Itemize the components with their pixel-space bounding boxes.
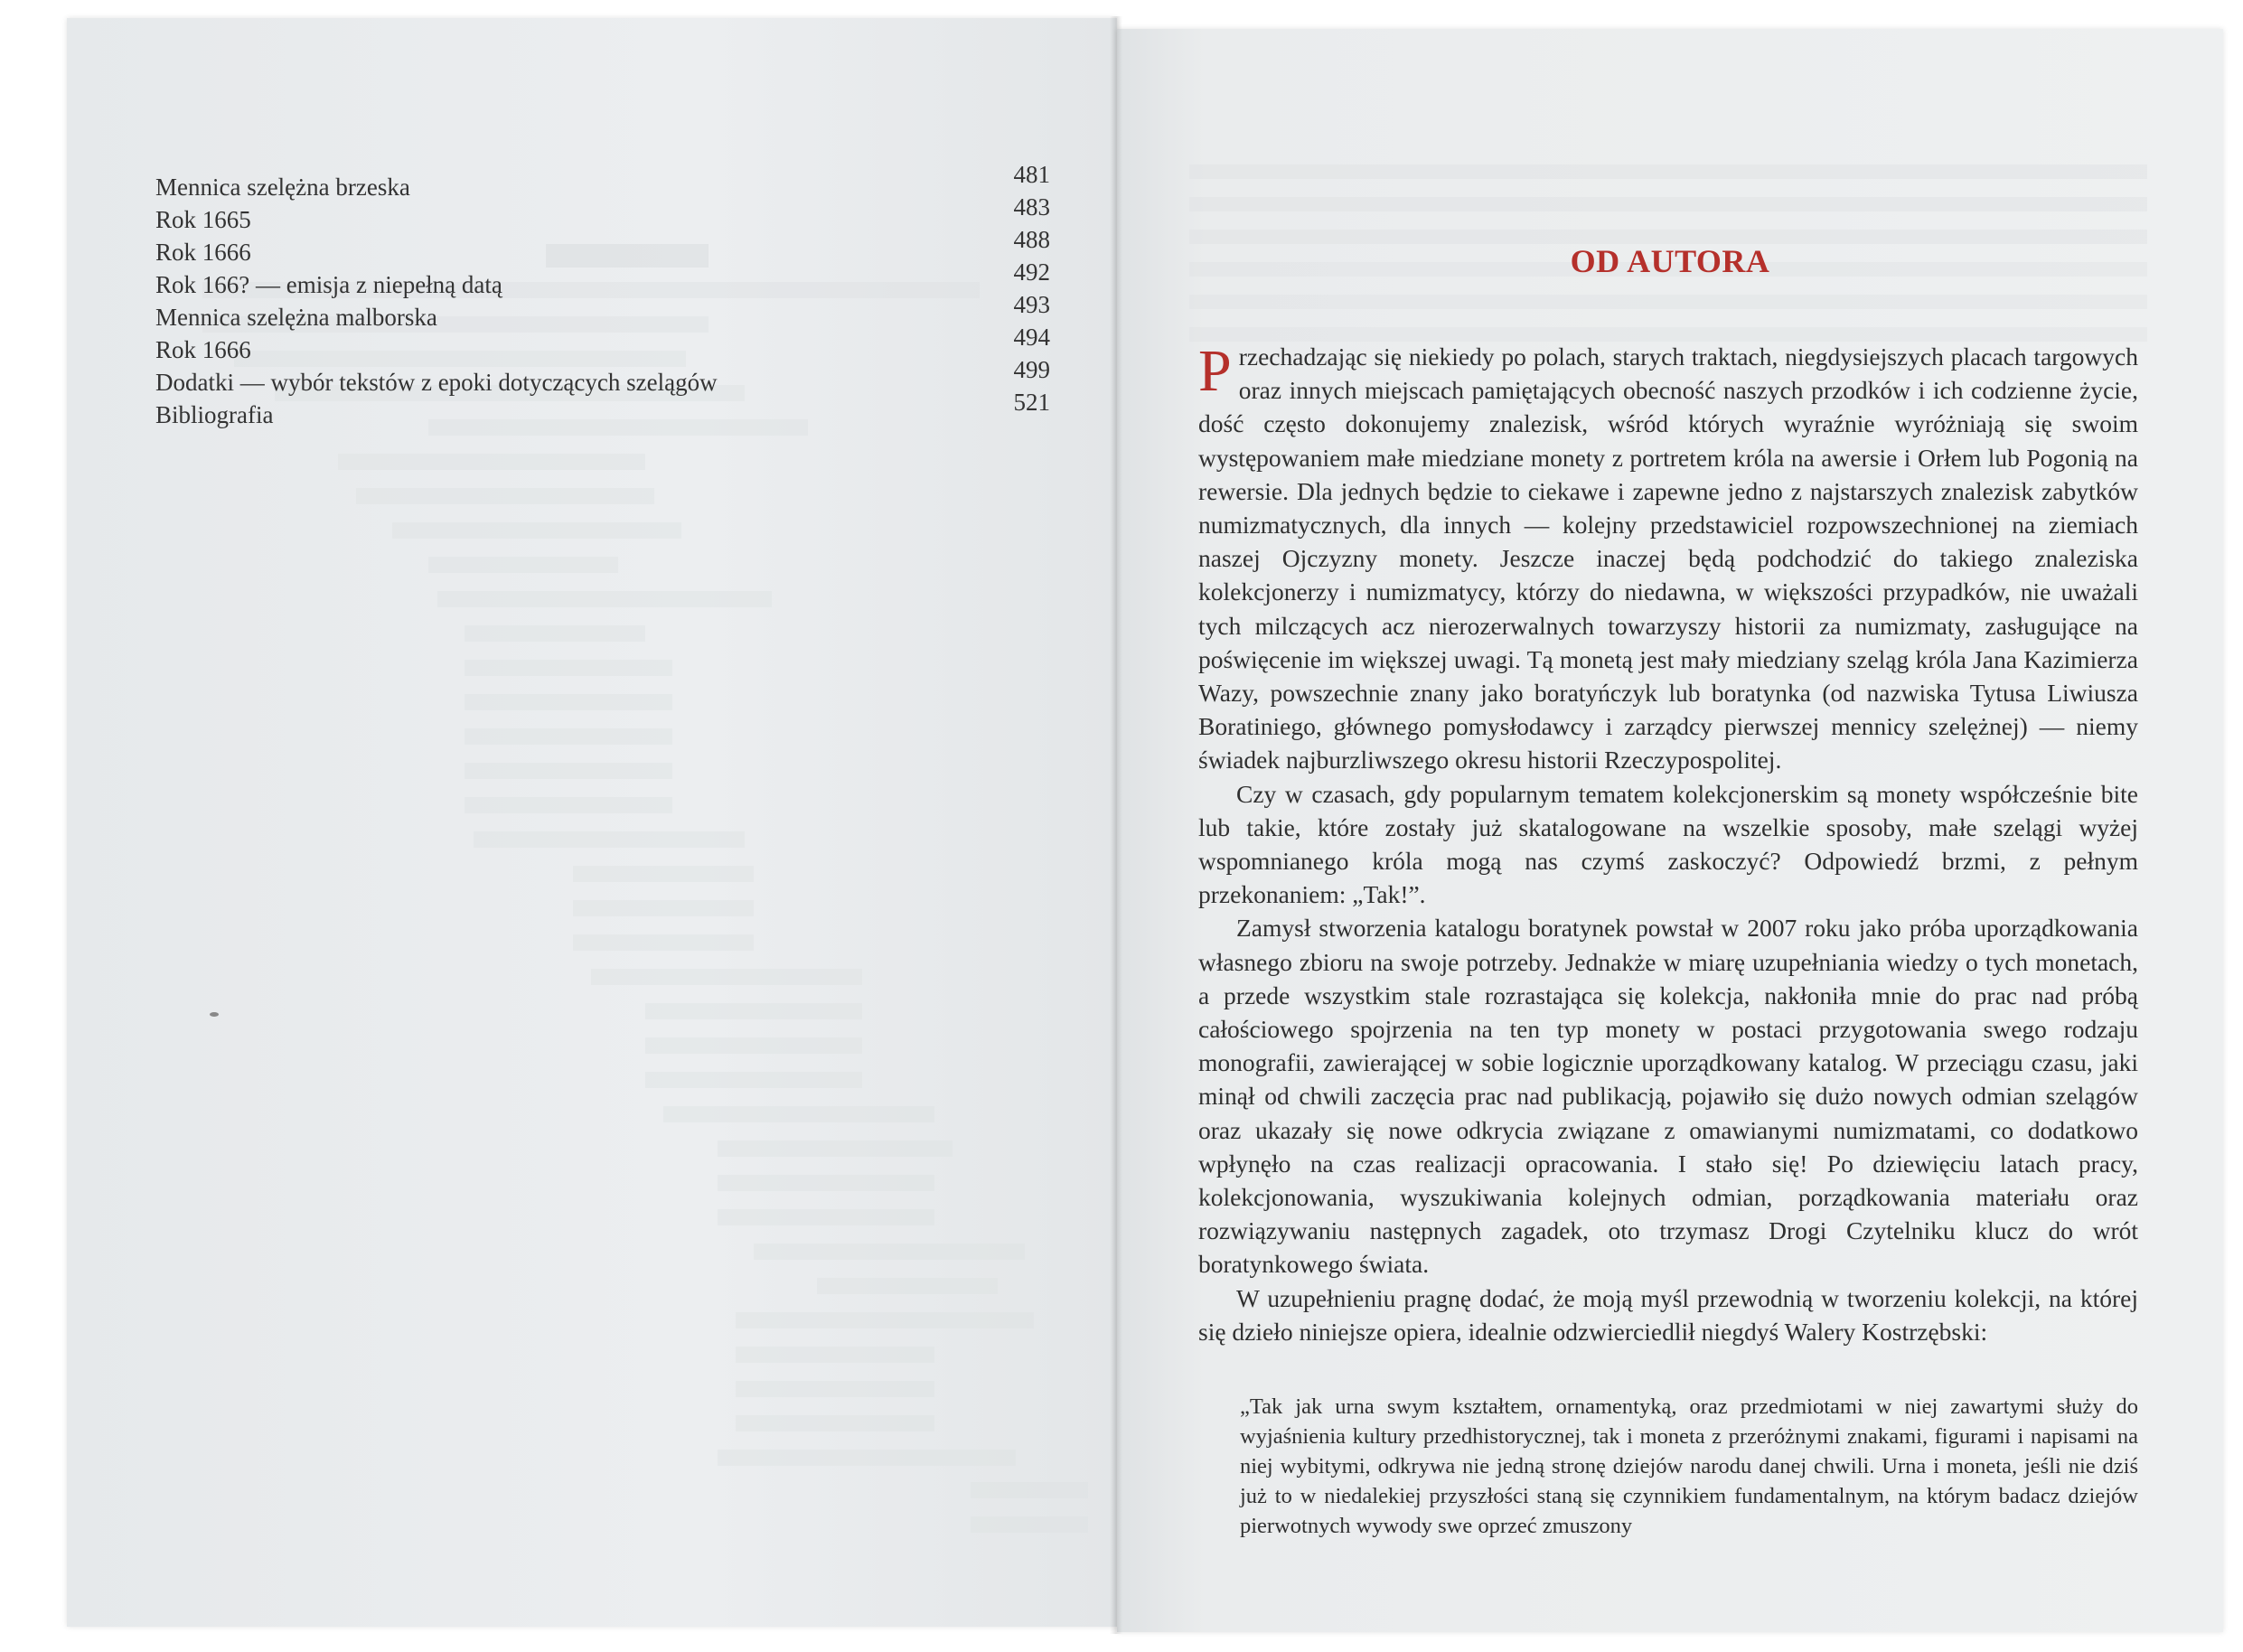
toc-entry-page: 521 bbox=[1013, 389, 1050, 416]
toc-entry-page: 488 bbox=[1013, 226, 1050, 253]
toc-entry-label: Mennica szelężna brzeska bbox=[155, 174, 410, 201]
article-heading: OD AUTORA bbox=[1570, 243, 1770, 279]
toc-entry bbox=[155, 193, 1059, 233]
toc-entry-page: 499 bbox=[1013, 356, 1050, 383]
toc-entry-page: 492 bbox=[1013, 258, 1050, 286]
toc-entry bbox=[155, 324, 1059, 363]
toc-entry-label: Rok 1666 bbox=[155, 239, 251, 266]
toc-entry bbox=[155, 258, 1059, 298]
article-paragraph: Zamysł stworzenia katalogu boratynek powstał w 2007 roku jako próba uporządkowania własnego zbioru na swoje potrzeby. Jednakże w miarę uzupełniania wiedzy o tych monetach, a przede wszystkim stale rozrastająca się kolekcja, nakłoniła mnie do prac nad próbą całościowego spojrzenia na ten typ monety w postaci przygotowania swego rodzaju monografii, zawierającej w sobie logicznie uporządkowany katalog. W przeciągu czasu, jaki minął od chwili zaczęcia prac nad publikacją, pojawiło się dużo nowych odmian szelągów oraz ukazały się nowe odkrycia związane z omawianymi numizmatami, co dodatkowo wpłynęło na czas realizacji opracowania. I stało się! Po dziewięciu latach pracy, kolekcjonowania, wyszukiwania kolejnych odmian, porządkowania materiału oraz rozwiązywaniu następnych zagadek, oto trzymasz Drogi Czytelniku klucz do wrót boratynkowego świata. bbox=[1198, 914, 2138, 1279]
toc-entry bbox=[155, 161, 1059, 201]
article-paragraph bbox=[1198, 340, 2138, 777]
toc-entry bbox=[155, 226, 1059, 266]
toc-entry bbox=[155, 389, 1059, 428]
toc-entry-page: 494 bbox=[1013, 324, 1050, 351]
block-quote: „Tak jak urna swym kształtem, ornamentyką, oraz przedmiotami w niej zawartymi służy do wyjaśnienia kultury przedhistorycznej, tak i moneta z przeróżnymi znakami, figurami i napisami na niej wybitymi, odkrywa nie jedną stronę dziejów narodu danej chwili. Urna i moneta, jeśli nie dziś już to w niedalekiej przyszłości staną się czynnikiem fundamentalnym, na którym badacz dziejów pierwotnych wywody swe oprzeć zmuszony bbox=[1240, 1394, 2138, 1538]
toc-entry-label: Dodatki — wybór tekstów z epoki dotyczących szelągów bbox=[155, 369, 718, 396]
drop-cap: P bbox=[1198, 338, 1232, 404]
toc-entry-label: Rok 166? — emisja z niepełną datą bbox=[155, 271, 502, 298]
paragraph-text: rzechadzając się niekiedy po polach, starych traktach, niegdysiejszych placach targowych oraz innych miejscach pamiętających obecność naszych przodków i ich codzienne życie, dość często dokonujemy znalezisk, wśród których wyraźnie wyróżniają się swoim występowaniem małe miedziane monety z portretem króla na awersie i Orłem lub Pogonią na rewersie. Dla jednych będzie to ciekawe i zapewne jedno z najstarszych znalezisk zabytków numizmatycznych, dla innych — kolejny przedstawiciel rozpowszechnionej na ziemiach naszej Ojczyzny monety. Jeszcze inaczej będą podchodzić do takiego znaleziska kolekcjonerzy i numizmatycy, którzy do niedawna, w większości przypadków, nie uważali tych milczących acz nierozerwalnych towarzyszy historii za numizmaty, zasługujące na poświęcenie im większej uwagi. Tą monetą jest mały miedziany szeląg króla Jana Kazimierza Wazy, powszechnie znany jako boratyńczyk lub boratynka (od nazwiska Tytusa Liwiusza Boratiniego, głównego pomysłodawcy i zarządcy pierwszej mennicy szelężnej) — niemy świadek najburzliwszego okresu historii Rzeczypospolitej. bbox=[1198, 343, 2138, 774]
toc-entry-label: Bibliografia bbox=[155, 401, 274, 428]
toc-entry-page: 481 bbox=[1013, 161, 1050, 188]
toc-entry bbox=[155, 356, 1059, 396]
article-paragraph: W uzupełnieniu pragnę dodać, że moją myśl przewodnią w tworzeniu kolekcji, na której się dzieło niniejsze opiera, idealnie odzwierciedlił niegdyś Walery Kostrzębski: bbox=[1198, 1283, 2138, 1346]
toc-entry-label: Mennica szelężna malborska bbox=[155, 304, 437, 331]
toc-entry-label: Rok 1665 bbox=[155, 206, 251, 233]
toc-entry-label: Rok 1666 bbox=[155, 336, 251, 363]
toc-entry-page: 483 bbox=[1013, 193, 1050, 221]
toc-entry bbox=[155, 291, 1059, 331]
ink-speck bbox=[210, 1012, 219, 1017]
toc-entry-page: 493 bbox=[1013, 291, 1050, 318]
article-body bbox=[1198, 340, 2138, 1348]
article-paragraph: Czy w czasach, gdy popularnym tematem kolekcjonerskim są monety współcześnie bite lub takie, które zostały już skatalogowane na wszelkie sposoby, małe szelągi wyżej wspomnianego króla mogą nas czymś zaskoczyć? Odpowiedź brzmi, z pełnym przekonaniem: „Tak!”. bbox=[1198, 779, 2138, 909]
